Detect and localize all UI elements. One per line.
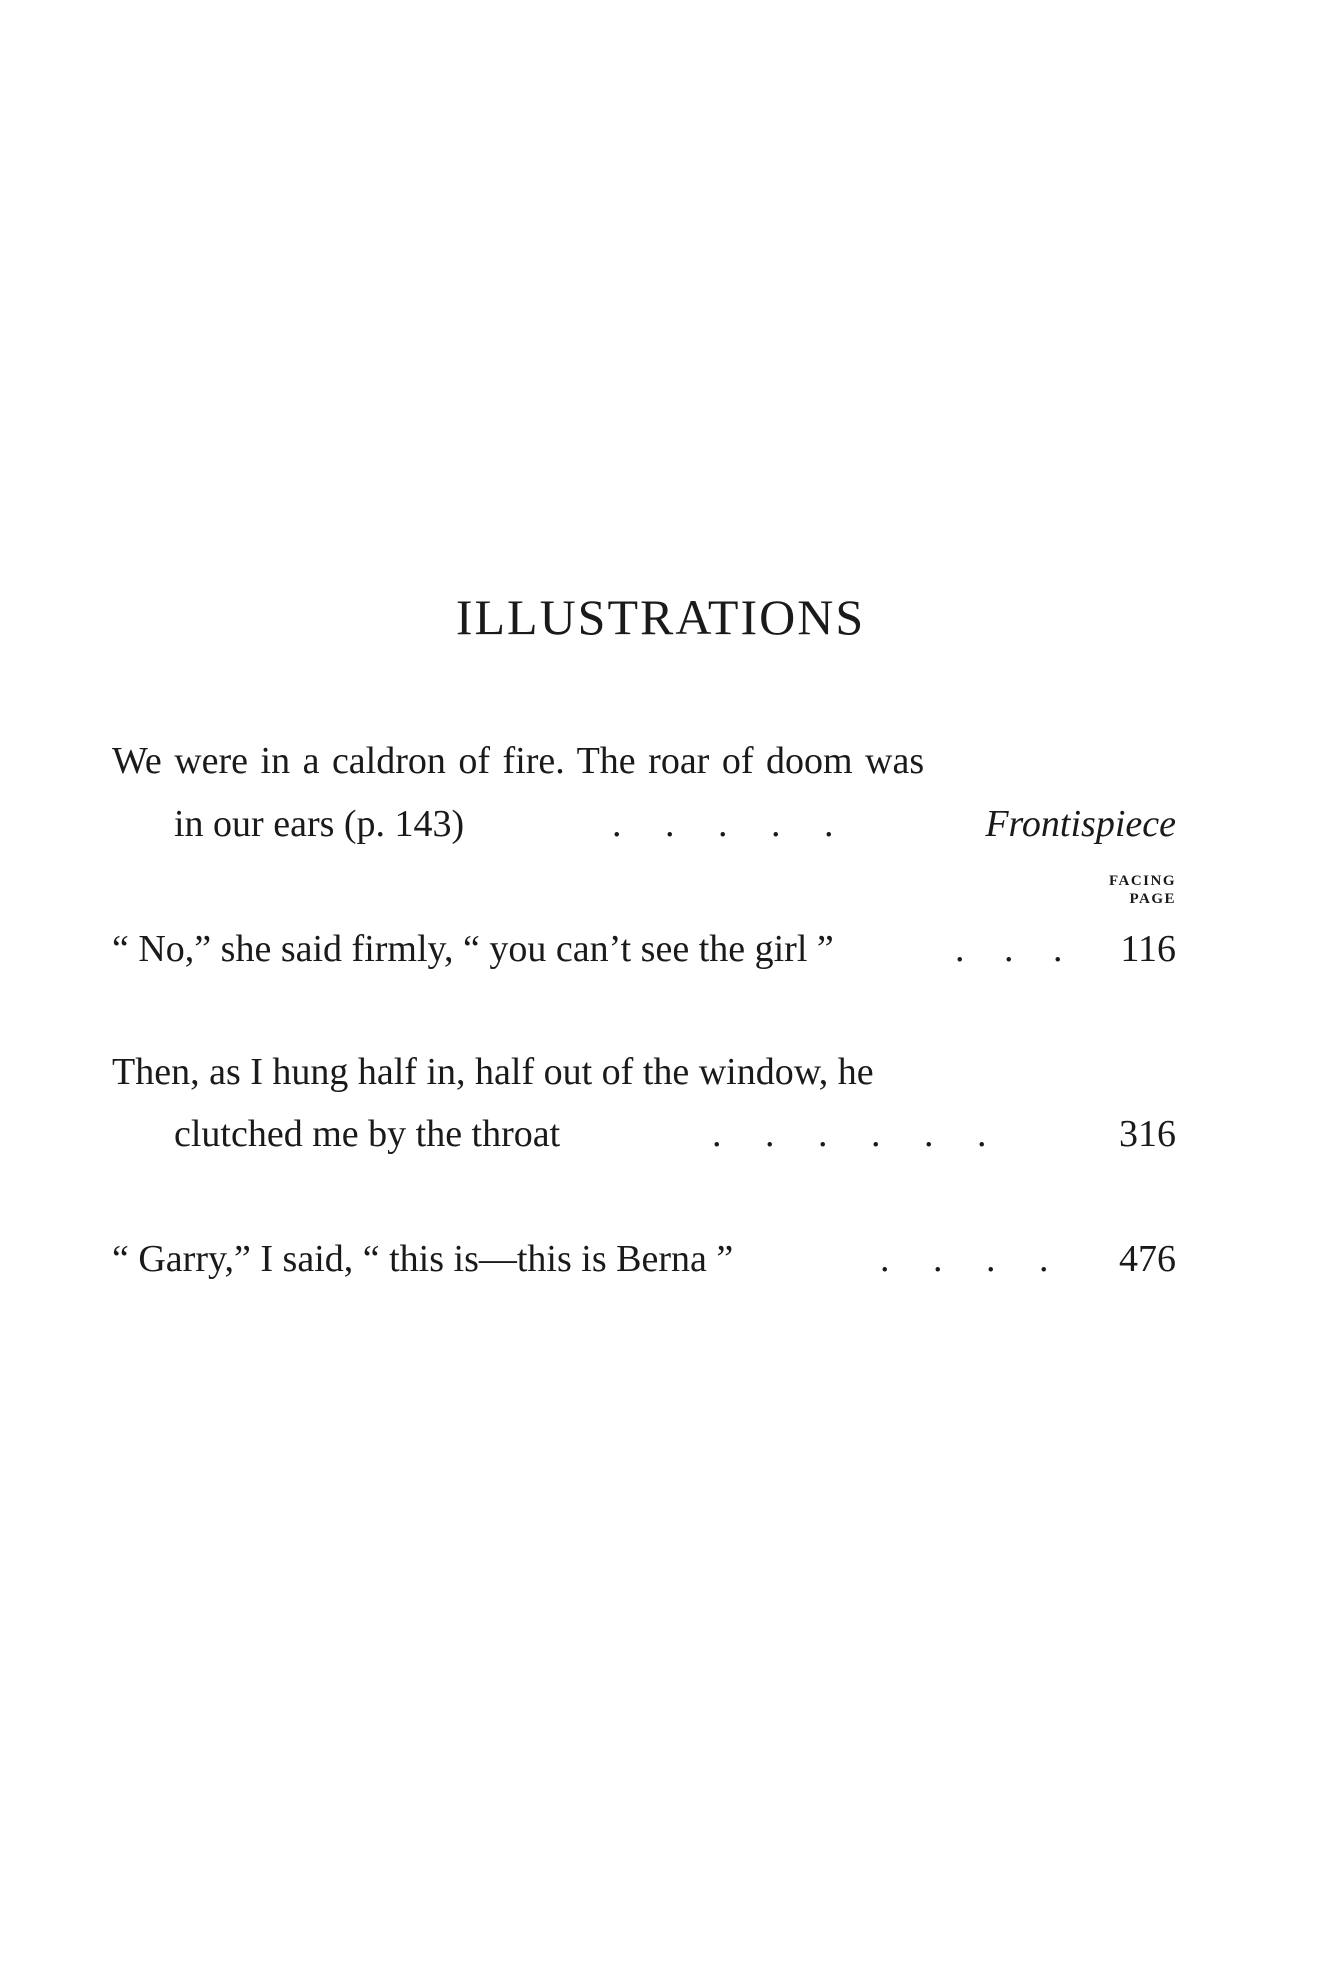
entry-1-caption-line-1: We were in a caldron of fire. The roar of doom was bbox=[112, 740, 925, 782]
entry-3-page-ref: 316 bbox=[1119, 1113, 1176, 1155]
entry-1-page-ref: Frontispiece bbox=[985, 803, 1176, 845]
entry-2-leader-dots: . . . bbox=[955, 928, 1063, 970]
entry-3-leader-dots: . . . . . . bbox=[712, 1113, 987, 1155]
entry-4-caption-line-1: “ Garry,” I said, “ this is—this is Berna ” bbox=[112, 1238, 734, 1280]
entry-3-caption-line-1: Then, as I hung half in, half out of the window, he bbox=[112, 1051, 874, 1093]
facing-page-header bbox=[1109, 872, 1176, 908]
facing-header-line-1: FACING bbox=[1108, 873, 1176, 889]
page-title: ILLUSTRATIONS bbox=[455, 589, 866, 645]
entry-1-leader-dots: . . . . . bbox=[612, 803, 834, 845]
entry-2-caption-line-1: “ No,” she said firmly, “ you can’t see the girl ” bbox=[112, 928, 834, 970]
entry-1-caption-line-2: in our ears (p. 143) bbox=[174, 803, 465, 845]
entry-4-page-ref: 476 bbox=[1119, 1238, 1176, 1280]
entry-3-caption-line-2: clutched me by the throat bbox=[174, 1113, 561, 1155]
facing-header-line-2: PAGE bbox=[1129, 891, 1176, 907]
entry-2-page-ref: 116 bbox=[1120, 928, 1176, 970]
entry-4-leader-dots: . . . . bbox=[880, 1238, 1049, 1280]
